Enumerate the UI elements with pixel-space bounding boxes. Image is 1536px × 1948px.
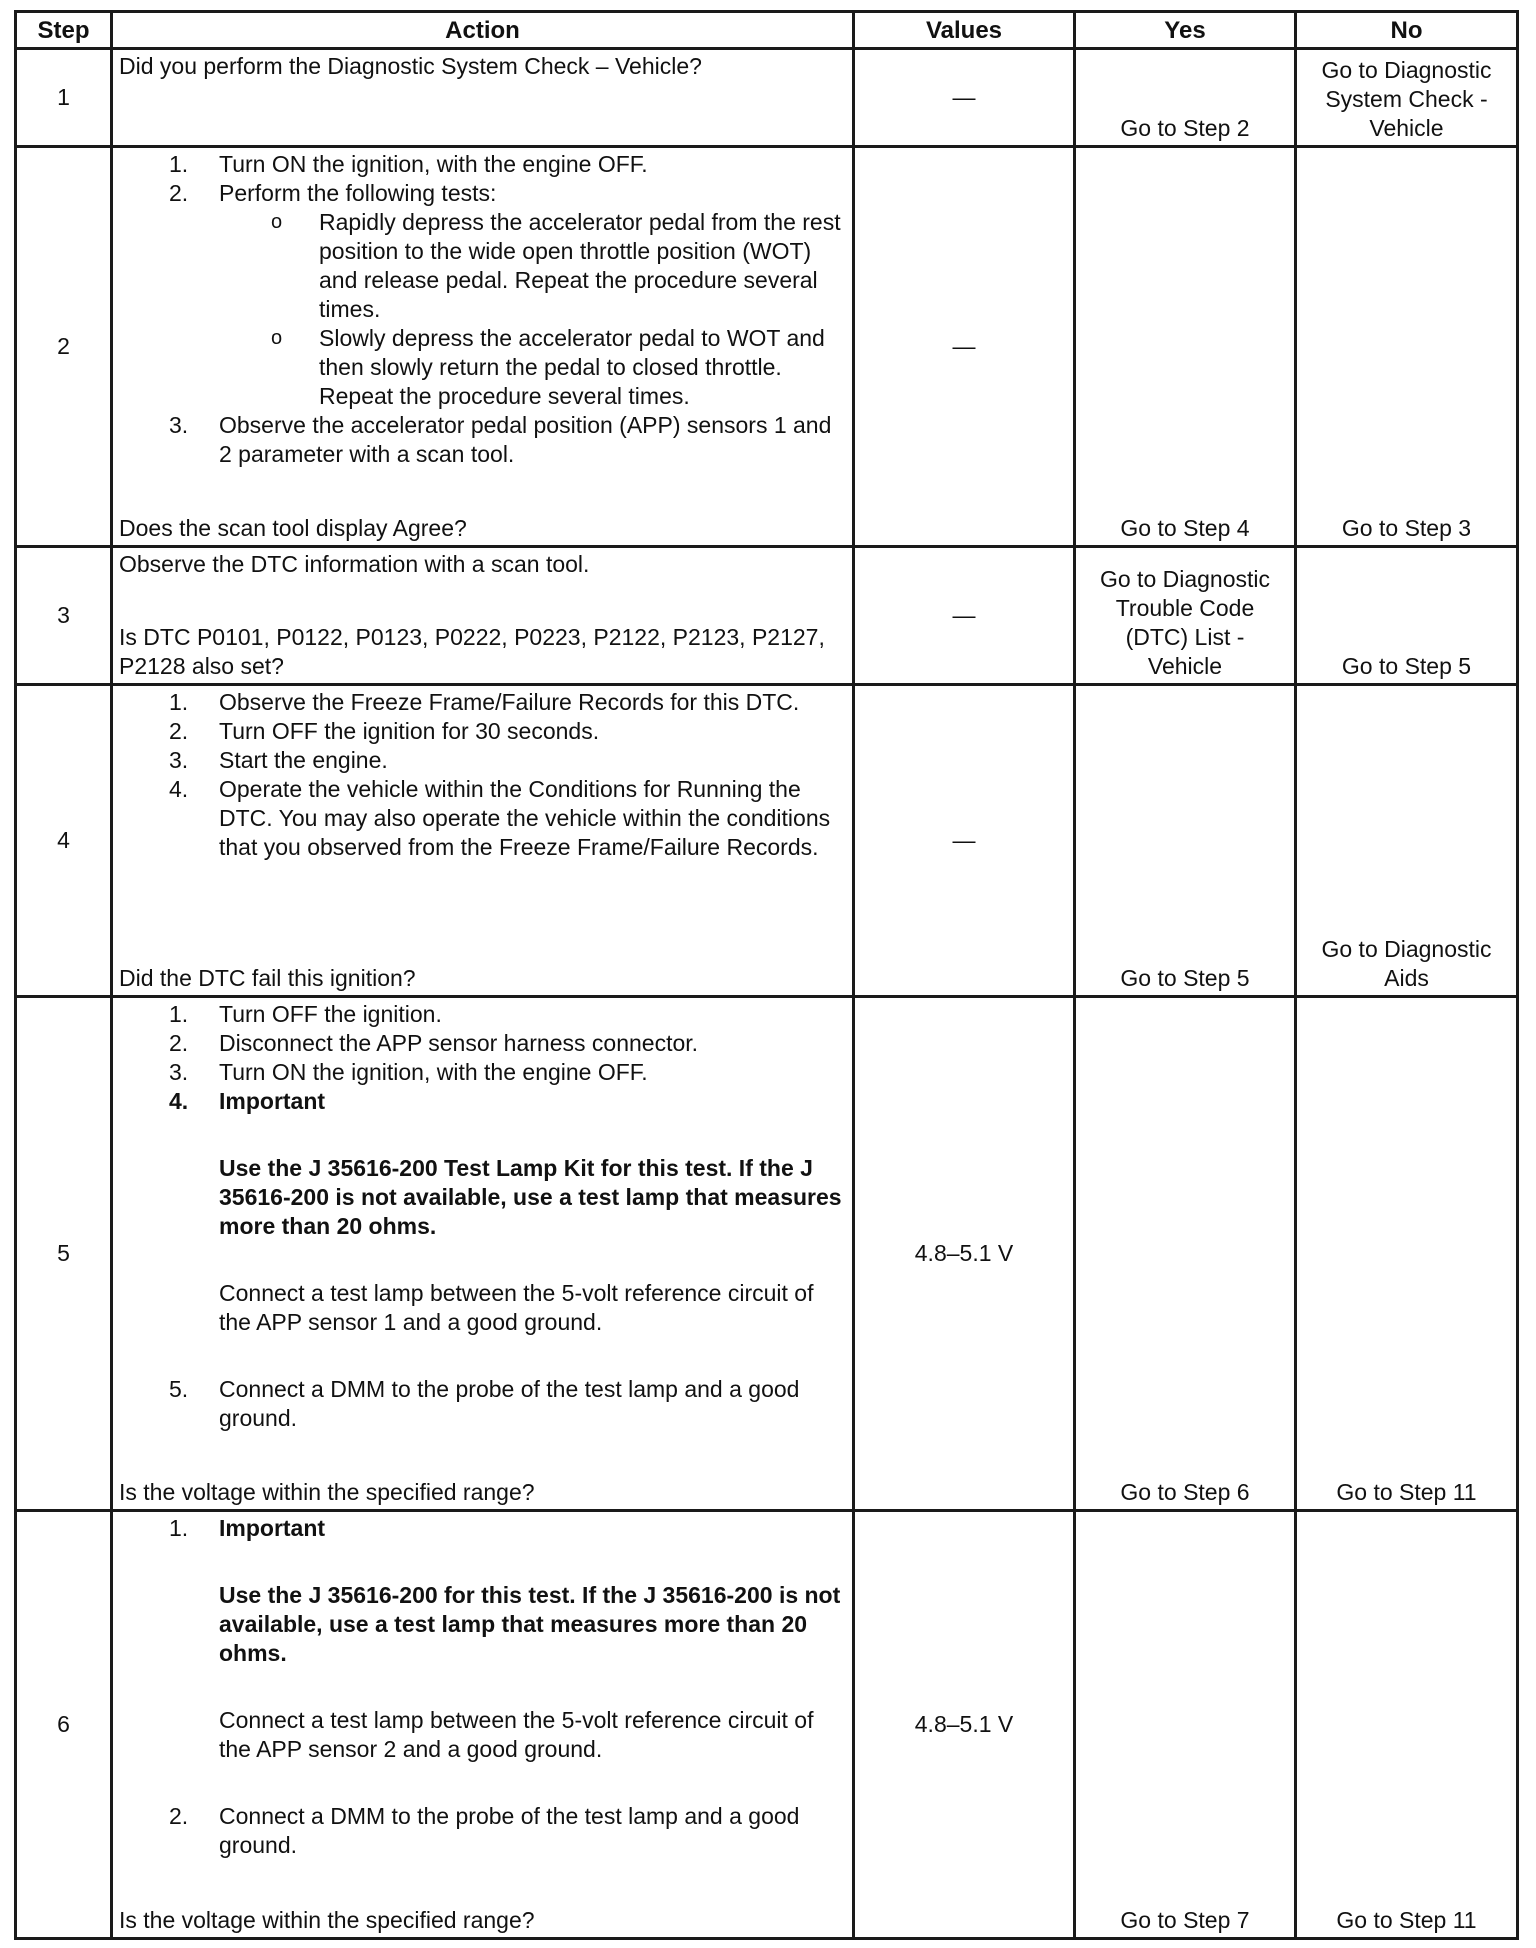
list-item	[119, 1514, 846, 1543]
step-number: 4	[16, 685, 112, 997]
item-text: Disconnect the APP sensor harness connector.	[219, 1030, 699, 1056]
header-action: Action	[112, 12, 854, 49]
item-text: Connect a DMM to the probe of the test lamp and a good ground.	[219, 1803, 800, 1858]
question-text: Is the voltage within the specified range?	[119, 1479, 535, 1505]
action-cell	[112, 997, 854, 1511]
table-row	[16, 49, 1518, 147]
item-text: Connect a test lamp between the 5-volt reference circuit of the APP sensor 2 and a good ground.	[219, 1707, 814, 1762]
no-link[interactable]: Go to Step 11	[1296, 997, 1518, 1511]
step-number: 3	[16, 547, 112, 685]
yes-link[interactable]: Go to Step 6	[1075, 997, 1296, 1511]
no-link-text[interactable]: Go to Diagnostic System Check - Vehicle	[1321, 57, 1492, 141]
step-number: 1	[16, 49, 112, 147]
list-item	[119, 324, 846, 411]
item-number: 2.	[169, 718, 189, 744]
table-row	[16, 147, 1518, 547]
values-cell: 4.8–5.1 V	[854, 997, 1075, 1511]
list-item	[119, 1375, 846, 1433]
item-number: 1.	[169, 1001, 189, 1027]
diagnostic-table	[14, 10, 1519, 1940]
no-link[interactable]	[1296, 685, 1518, 997]
action-steps	[119, 688, 846, 862]
item-text: Slowly depress the accelerator pedal to WOT and then slowly return the pedal to closed throttle. Repeat the procedure several times.	[319, 325, 825, 409]
item-number: 4.	[169, 776, 189, 802]
header-values: Values	[854, 12, 1075, 49]
item-text: Turn ON the ignition, with the engine OFF.	[219, 1059, 648, 1085]
list-item	[119, 1706, 846, 1764]
no-link[interactable]: Go to Step 11	[1296, 1511, 1518, 1939]
values-cell: —	[854, 49, 1075, 147]
action-steps	[119, 1000, 846, 1433]
table-row	[16, 547, 1518, 685]
list-item	[119, 208, 846, 324]
list-item	[119, 717, 846, 746]
step-number: 2	[16, 147, 112, 547]
question-text: Is the voltage within the specified range?	[119, 1907, 535, 1933]
action-steps	[119, 1514, 846, 1860]
item-text: Start the engine.	[219, 747, 388, 773]
values-cell: 4.8–5.1 V	[854, 1511, 1075, 1939]
no-link[interactable]: Go to Step 3	[1296, 147, 1518, 547]
item-number: 3.	[169, 747, 189, 773]
yes-link[interactable]	[1075, 547, 1296, 685]
list-item	[119, 411, 846, 469]
important-note: Use the J 35616-200 for this test. If the J 35616-200 is not available, use a test lamp that measures more than 20 ohms.	[219, 1582, 841, 1666]
item-text: Turn OFF the ignition for 30 seconds.	[219, 718, 600, 744]
item-number: 2.	[169, 180, 189, 206]
item-number: 2.	[169, 1030, 189, 1056]
action-cell	[112, 685, 854, 997]
item-text: Connect a test lamp between the 5-volt reference circuit of the APP sensor 1 and a good ground.	[219, 1280, 814, 1335]
item-text: Observe the accelerator pedal position (APP) sensors 1 and 2 parameter with a scan tool.	[219, 412, 832, 467]
action-steps	[119, 150, 846, 469]
item-number: 1.	[169, 1515, 189, 1541]
item-text: Operate the vehicle within the Conditions for Running the DTC. You may also operate the vehicle within the conditions that you observed from the Freeze Frame/Failure Records.	[219, 776, 831, 860]
header-step: Step	[16, 12, 112, 49]
yes-link[interactable]: Go to Step 4	[1075, 147, 1296, 547]
question-text: Did the DTC fail this ignition?	[119, 965, 416, 991]
yes-link[interactable]: Go to Step 7	[1075, 1511, 1296, 1939]
item-text: Turn OFF the ignition.	[219, 1001, 442, 1027]
item-number: 5.	[169, 1376, 189, 1402]
list-item	[119, 1279, 846, 1337]
lead-text: Observe the DTC information with a scan tool.	[119, 551, 590, 577]
action-cell	[112, 1511, 854, 1939]
table-row	[16, 997, 1518, 1511]
yes-link[interactable]: Go to Step 2	[1075, 49, 1296, 147]
values-cell: —	[854, 685, 1075, 997]
question-text: Did you perform the Diagnostic System Check – Vehicle?	[119, 53, 702, 79]
item-text: Rapidly depress the accelerator pedal from the rest position to the wide open throttle position (WOT) and release pedal. Repeat the procedure several times.	[319, 209, 841, 322]
item-text: Connect a DMM to the probe of the test lamp and a good ground.	[219, 1376, 800, 1431]
important-note: Use the J 35616-200 Test Lamp Kit for this test. If the J 35616-200 is not available, use a test lamp that measures more than 20 ohms.	[219, 1155, 842, 1239]
list-item	[119, 179, 846, 208]
important-label: Important	[219, 1515, 326, 1541]
item-number: 3.	[169, 412, 189, 438]
question-text: Is DTC P0101, P0122, P0123, P0222, P0223, P2122, P2123, P2127, P2128 also set?	[119, 624, 825, 679]
list-item	[119, 746, 846, 775]
item-number: 4.	[169, 1088, 189, 1114]
list-item	[119, 688, 846, 717]
bullet: o	[271, 327, 283, 349]
list-item	[119, 150, 846, 179]
header-yes: Yes	[1075, 12, 1296, 49]
important-label: Important	[219, 1088, 326, 1114]
step-number: 6	[16, 1511, 112, 1939]
list-item	[119, 1029, 846, 1058]
header-no: No	[1296, 12, 1518, 49]
item-text: Perform the following tests:	[219, 180, 497, 206]
action-cell	[112, 49, 854, 147]
item-number: 3.	[169, 1059, 189, 1085]
table-row	[16, 685, 1518, 997]
values-cell: —	[854, 147, 1075, 547]
header-row	[16, 12, 1518, 49]
list-item	[119, 1581, 846, 1668]
question-text: Does the scan tool display Agree?	[119, 515, 467, 541]
action-cell	[112, 547, 854, 685]
no-link[interactable]	[1296, 49, 1518, 147]
values-cell: —	[854, 547, 1075, 685]
yes-link-text[interactable]: Go to Diagnostic Trouble Code (DTC) List - Vehicle	[1099, 566, 1271, 679]
bullet: o	[271, 211, 283, 233]
yes-link[interactable]: Go to Step 5	[1075, 685, 1296, 997]
no-link-text[interactable]: Go to Diagnostic Aids	[1321, 936, 1492, 991]
table-row	[16, 1511, 1518, 1939]
list-item	[119, 1000, 846, 1029]
list-item	[119, 1087, 846, 1116]
item-text: Turn ON the ignition, with the engine OFF.	[219, 151, 648, 177]
step-number: 5	[16, 997, 112, 1511]
item-number: 1.	[169, 689, 189, 715]
item-number: 2.	[169, 1803, 189, 1829]
list-item	[119, 1802, 846, 1860]
action-cell	[112, 147, 854, 547]
list-item	[119, 775, 846, 862]
item-number: 1.	[169, 151, 189, 177]
list-item	[119, 1154, 846, 1241]
no-link[interactable]: Go to Step 5	[1296, 547, 1518, 685]
list-item	[119, 1058, 846, 1087]
item-text: Observe the Freeze Frame/Failure Records for this DTC.	[219, 689, 800, 715]
